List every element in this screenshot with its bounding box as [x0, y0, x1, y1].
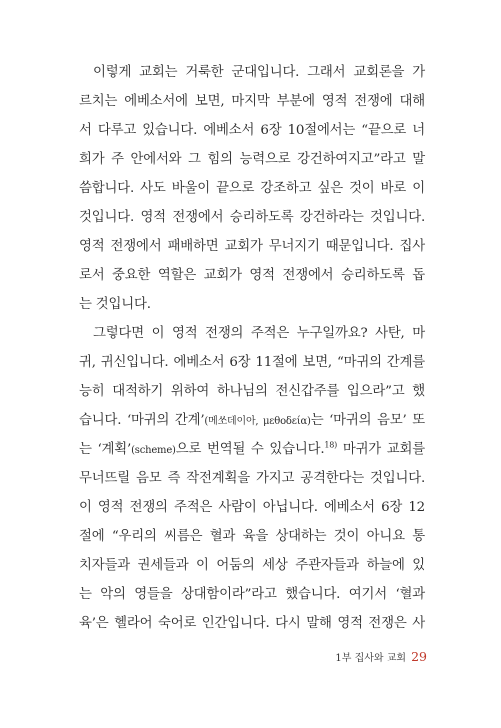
text-segment: 습니다. ‘마귀의 간계’ — [79, 413, 205, 428]
text-line: 것입니다. 영적 전쟁에서 승리하도록 강건하라는 것입니다. — [79, 210, 425, 225]
body-text — [79, 58, 425, 638]
text-line: 무너뜨릴 음모 즉 작전계획을 가지고 공격한다는 것입니다. — [79, 471, 425, 486]
text-line: 서 다루고 있습니다. 에베소서 6장 10절에서는 “끝으로 너 — [79, 123, 425, 138]
text-line: 능히 대적하기 위하여 하나님의 전신갑주를 입으라”고 했 — [79, 384, 425, 399]
text-line: 이 영적 전쟁의 주적은 사람이 아닙니다. 에베소서 6장 12 — [79, 500, 425, 515]
text-line: 그렇다면 이 영적 전쟁의 주적은 누구일까요? 사탄, 마 — [93, 326, 425, 341]
text-line: 희가 주 안에서와 그 힘의 능력으로 강건하여지고”라고 말 — [79, 152, 425, 167]
text-line: 영적 전쟁에서 패배하면 교회가 무너지기 때문입니다. 집사 — [79, 239, 425, 254]
text-line — [79, 435, 425, 464]
text-line: 는 것입니다. — [79, 297, 151, 312]
running-footer-section: 1부 집사와 교회 — [335, 653, 407, 664]
text-line: 육’은 헬라어 숙어로 인간입니다. 다시 말해 영적 전쟁은 사 — [79, 616, 425, 631]
footnote-marker[interactable]: 18) — [324, 440, 338, 450]
english-gloss: (scheme) — [131, 445, 176, 456]
text-line: 씀합니다. 사도 바울이 끝으로 강조하고 싶은 것이 바로 이 — [79, 181, 425, 196]
text-line — [79, 406, 425, 435]
page-number: 29 — [411, 649, 427, 664]
text-line: 이렇게 교회는 거룩한 군대입니다. 그래서 교회론을 가 — [93, 65, 425, 80]
text-segment: 마귀가 교회를 — [337, 442, 425, 457]
text-line: 귀, 귀신입니다. 에베소서 6장 11절에 보면, “마귀의 간계를 — [79, 355, 425, 370]
text-segment: 는 ‘마귀의 음모’ 또 — [310, 413, 425, 428]
text-line: 로서 중요한 역할은 교회가 영적 전쟁에서 승리하도록 돕 — [79, 268, 425, 283]
text-line: 르치는 에베소서에 보면, 마지막 부분에 영적 전쟁에 대해 — [79, 94, 425, 109]
page-footer — [335, 649, 427, 664]
text-segment: 는 ‘계획’ — [79, 442, 132, 457]
text-segment: 으로 번역될 수 있습니다. — [175, 442, 325, 457]
transliteration-note: (메쏘데이아, μεθοδεία) — [204, 416, 311, 427]
text-line: 치자들과 권세들과 이 어둠의 세상 주관자들과 하늘에 있 — [79, 558, 425, 573]
text-line: 는 악의 영들을 상대함이라”라고 했습니다. 여기서 ‘혈과 — [79, 587, 425, 602]
text-line: 절에 “우리의 씨름은 혈과 육을 상대하는 것이 아니요 통 — [79, 529, 425, 544]
